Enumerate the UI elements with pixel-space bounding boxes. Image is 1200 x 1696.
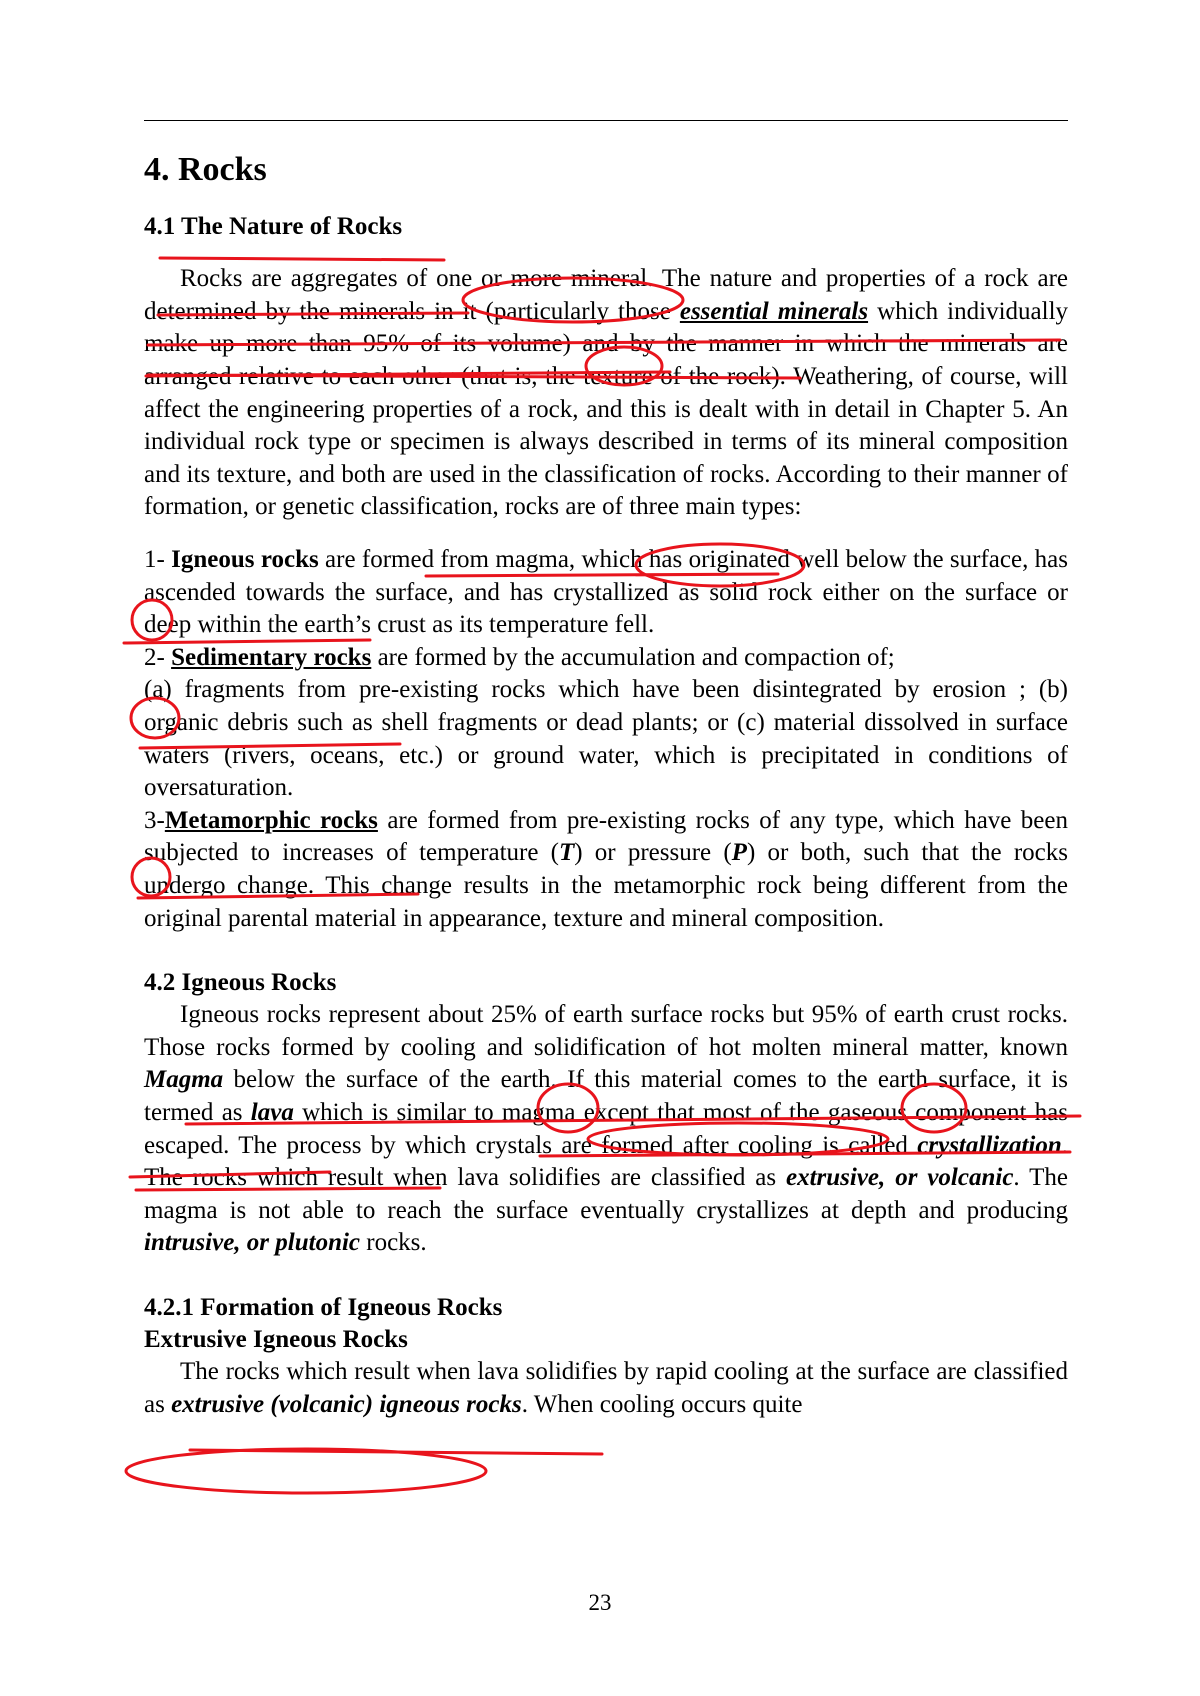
intrusive-term: intrusive, or plutonic [144, 1229, 361, 1257]
annotation-circle [126, 1449, 486, 1493]
list-item-text: are formed by the accumulation and compaction of; [371, 643, 895, 671]
list-item-text: ) or pressure ( [574, 839, 732, 867]
extrusive-volcanic-term: extrusive (volcanic) igneous rocks [171, 1390, 522, 1418]
list-number: 2- [144, 643, 172, 671]
pressure-symbol: P [731, 839, 747, 867]
magma-term: Magma [144, 1066, 224, 1094]
list-number: 1- [144, 546, 172, 574]
section-heading-4-1: 4.1 The Nature of Rocks [144, 212, 403, 240]
paragraph-text: Rocks are aggregates of one or more mineral. The nature and properties of a rock are determined by the minerals in it (particularly those [144, 265, 1068, 325]
list-number: 3- [144, 806, 165, 834]
paragraph-text: rocks. [360, 1229, 427, 1257]
page-content [144, 140, 1068, 1421]
chapter-title: 4. Rocks [144, 151, 267, 188]
subheading-extrusive: Extrusive Igneous Rocks [144, 1325, 408, 1353]
section-heading-4-2-1: 4.2.1 Formation of Igneous Rocks [144, 1293, 503, 1321]
paragraph-text: below the surface of the earth. If this material comes to the earth surface, it is termed as [144, 1066, 1068, 1126]
section-heading-4-2: 4.2 Igneous Rocks [144, 969, 337, 997]
igneous-rocks-term: Igneous rocks [171, 546, 319, 574]
rock-type-item-sedimentary [144, 642, 1068, 675]
extrusive-paragraph [144, 1356, 1068, 1421]
page-number: 23 [588, 1590, 612, 1615]
metamorphic-rocks-term: Metamorphic rocks [164, 806, 378, 834]
igneous-rocks-paragraph [144, 999, 1068, 1260]
paragraph-text: which individually make up more than 95% of its volume) and by the manner in which the minerals are arranged relative to each other (that is, the texture of the rock). Weathering, of course, will affect the engineering properties of a rock, and this is dealt with in detail in Chapter 5. An individual rock type or specimen is always described in terms of its mineral composition and its texture, and both are used in the classification of rocks. According to their manner of formation, or genetic classification, rocks are of three main types: [144, 297, 1069, 521]
list-item-text: are formed from magma, which has originated well below the surface, has ascended towards the surface, and has crystallized as solid rock either on the surface or deep within the earth’s crust as its temperature fell. [144, 546, 1068, 639]
list-item-text: ) or both, such that the rocks undergo change. This change results in the metamorphic rock being different from the original parental material in appearance, texture and mineral composition. [144, 839, 1069, 932]
crystallization-term: crystallization [917, 1131, 1062, 1159]
paragraph-text: . The rocks which result when lava solidifies are classified as [144, 1131, 1068, 1192]
sedimentary-rocks-term: Sedimentary rocks [171, 643, 372, 671]
annotation-underline [190, 1450, 602, 1454]
list-item-text: are formed from pre-existing rocks of any type, which have been subjected to increases of temperature ( [144, 806, 1068, 867]
paragraph-text: Igneous rocks represent about 25% of earth surface rocks but 95% of earth crust rocks. Those rocks formed by cooling and solidification of hot molten mineral matter, known [144, 1001, 1068, 1061]
nature-of-rocks-paragraph [144, 263, 1068, 524]
paragraph-text: . The magma is not able to reach the surface eventually crystallizes at depth and producing [144, 1164, 1068, 1224]
paragraph-text: which is similar to magma except that most of the gaseous component has escaped. The process by which crystals are formed after cooling is called [144, 1098, 1068, 1159]
lava-term: lava [250, 1098, 294, 1126]
temperature-symbol: T [559, 839, 575, 867]
extrusive-term: extrusive, or volcanic [785, 1164, 1014, 1192]
sedimentary-detail: (a) fragments from pre-existing rocks which have been disintegrated by erosion ; (b) organic debris such as shell fragments or dead plants; or (c) material dissolved in surface waters (rivers, oceans, etc.) or ground water, which is precipitated in conditions of oversaturation. [144, 676, 1068, 802]
rock-type-item-metamorphic [144, 805, 1068, 935]
paragraph-text: The rocks which result when lava solidifies by rapid cooling at the surface are classified as [144, 1357, 1068, 1418]
essential-minerals-term: essential minerals [679, 297, 869, 325]
paragraph-text: . When cooling occurs quite [521, 1390, 803, 1418]
rock-type-item-igneous [144, 544, 1068, 642]
header-rule [144, 120, 1068, 121]
